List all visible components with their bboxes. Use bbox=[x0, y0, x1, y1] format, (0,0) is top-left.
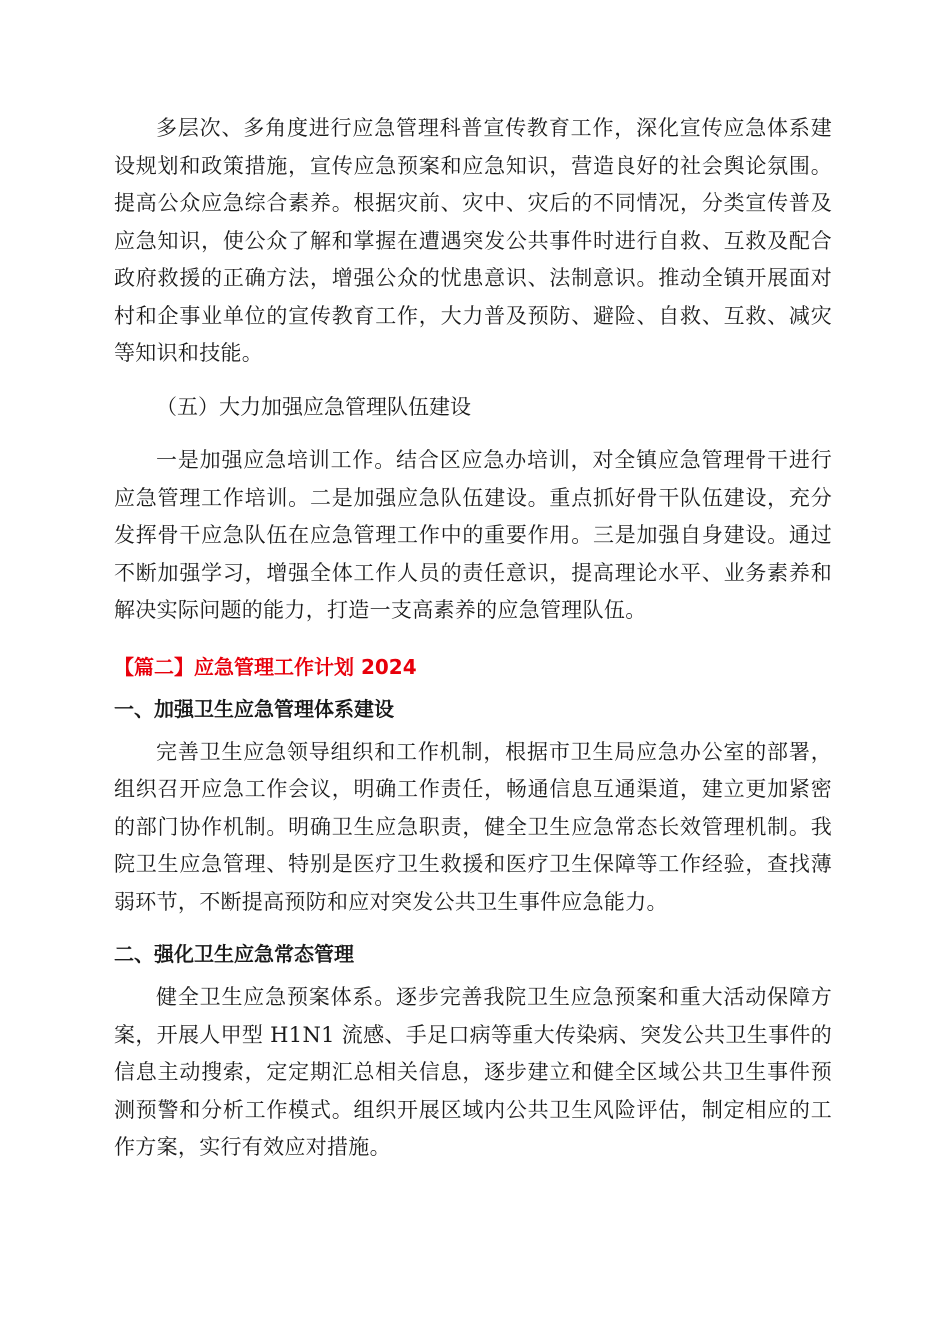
subheading-team-building: （五）大力加强应急管理队伍建设 bbox=[156, 394, 471, 419]
paragraph-team-building: 一是加强应急培训工作。结合区应急办培训，对全镇应急管理骨干进行应急管理工作培训。二是加强应急队伍建设。重点抓好骨干队伍建设，充分发挥骨干应急队伍在应急管理工作中的重要作用。三是加强自身建设。通过不断加强学习，增强全体工作人员的责任意识，提高理论水平、业务素养和解决实际问题的能力，打造一支高素养的应急管理队伍。 bbox=[114, 448, 832, 622]
section-1-paragraph: 完善卫生应急领导组织和工作机制，根据市卫生局应急办公室的部署，组织召开应急工作会议，明确工作责任，畅通信息互通渠道，建立更加紧密的部门协作机制。明确卫生应急职责，健全卫生应急常态长效管理机制。我院卫生应急管理、特别是医疗卫生救援和医疗卫生保障等工作经验，查找薄弱环节，不断提高预防和应对突发公共卫生事件应急能力。 bbox=[114, 739, 832, 914]
article-title: 【篇二】应急管理工作计划 2024 bbox=[114, 654, 417, 679]
section-1-heading: 一、加强卫生应急管理体系建设 bbox=[114, 696, 394, 721]
paragraph-publicity: 多层次、多角度进行应急管理科普宣传教育工作，深化宣传应急体系建设规划和政策措施，宣传应急预案和应急知识，营造良好的社会舆论氛围。提高公众应急综合素养。根据灾前、灾中、灾后的不同情况，分类宣传普及应急知识，使公众了解和掌握在遭遇突发公共事件时进行自救、互救及配合政府救援的正确方法，增强公众的忧患意识、法制意识。推动全镇开展面对村和企事业单位的宣传教育工作，大力普及预防、避险、自救、互救、减灾等知识和技能。 bbox=[114, 116, 832, 365]
section-2-paragraph: 健全卫生应急预案体系。逐步完善我院卫生应急预案和重大活动保障方案，开展人甲型 H1N1 流感、手足口病等重大传染病、突发公共卫生事件的信息主动搜索，定定期汇总相关信息，逐步建立和健全区域公共卫生事件预测预警和分析工作模式。组织开展区域内公共卫生风险评估，制定相应的工作方案，实行有效应对措施。 bbox=[114, 985, 832, 1159]
document-body bbox=[114, 110, 832, 1167]
section-2-heading: 二、强化卫生应急常态管理 bbox=[114, 942, 354, 966]
